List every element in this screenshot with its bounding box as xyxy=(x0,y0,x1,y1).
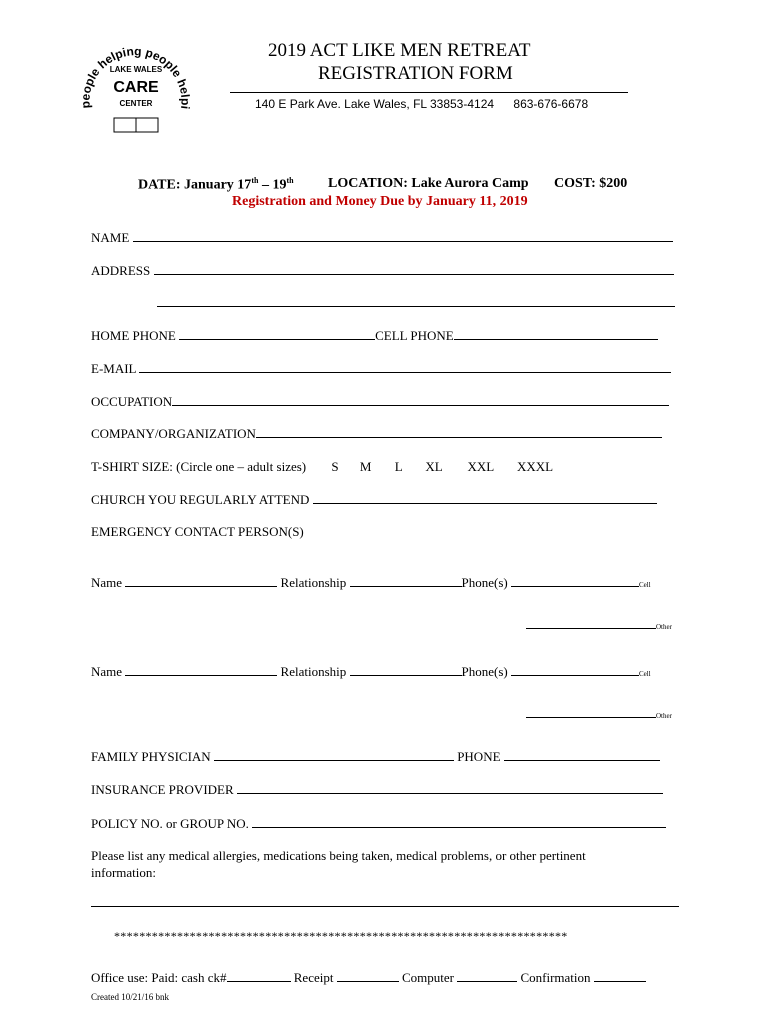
home-phone-input[interactable] xyxy=(179,327,375,340)
email-row xyxy=(91,360,671,377)
header-address xyxy=(255,97,588,111)
ec1-phone-label: Phone(s) xyxy=(461,575,508,590)
address-row xyxy=(91,262,674,279)
policy-label: POLICY NO. or GROUP NO. xyxy=(91,816,249,831)
form-title-line1: 2019 ACT LIKE MEN RETREAT xyxy=(268,40,531,61)
ec2-cell-input[interactable] xyxy=(511,663,639,676)
ec2-relationship-input[interactable] xyxy=(350,663,462,676)
office-use-label: Office use: Paid: cash ck# xyxy=(91,970,227,985)
physician-phone-label: PHONE xyxy=(457,749,501,764)
address-line2-row xyxy=(157,294,675,311)
ec1-other-input[interactable] xyxy=(526,616,656,629)
form-title-line2: REGISTRATION FORM xyxy=(318,63,513,84)
size-s[interactable]: S xyxy=(331,459,339,474)
ec1-relationship-input[interactable] xyxy=(350,574,462,587)
ec1-other-row xyxy=(526,616,672,633)
address-line2-input[interactable] xyxy=(157,294,675,307)
emergency-heading: EMERGENCY CONTACT PERSON(S) xyxy=(91,524,304,539)
phone-row xyxy=(91,327,658,344)
event-location: LOCATION: Lake Aurora Camp xyxy=(328,176,529,191)
header-rule xyxy=(230,92,628,93)
ec2-other-input[interactable] xyxy=(526,705,656,718)
event-date-sup2: th xyxy=(286,176,294,185)
ec1-name-input[interactable] xyxy=(125,574,277,587)
name-row xyxy=(91,229,673,246)
physician-input[interactable] xyxy=(214,748,454,761)
care-center-logo xyxy=(78,30,193,145)
address-input[interactable] xyxy=(154,262,674,275)
created-note: Created 10/21/16 bnk xyxy=(91,992,169,1002)
company-input[interactable] xyxy=(256,425,662,438)
church-input[interactable] xyxy=(313,491,657,504)
size-m[interactable]: M xyxy=(359,459,372,474)
medical-note-line2: information: xyxy=(91,865,156,880)
occupation-row xyxy=(91,393,669,410)
size-xxl[interactable]: XXL xyxy=(467,459,494,474)
receipt-input[interactable] xyxy=(337,969,399,982)
event-date-mid: – 19 xyxy=(258,177,287,193)
computer-input[interactable] xyxy=(457,969,517,982)
receipt-label: Receipt xyxy=(293,970,334,985)
confirmation-input[interactable] xyxy=(594,969,646,982)
size-l[interactable]: L xyxy=(394,459,403,474)
event-date-sup1: th xyxy=(251,176,259,185)
ck-number-input[interactable] xyxy=(227,969,291,982)
medical-info-input[interactable] xyxy=(91,906,679,907)
ec1-other-label: Other xyxy=(656,623,672,631)
tshirt-row xyxy=(91,459,553,475)
insurance-input[interactable] xyxy=(237,781,663,794)
event-date-label: DATE: January 17 xyxy=(138,177,252,193)
ec2-other-row xyxy=(526,705,672,722)
email-label: E-MAIL xyxy=(91,361,137,376)
ec1-row xyxy=(91,574,651,591)
occupation-input[interactable] xyxy=(172,393,669,406)
physician-label: FAMILY PHYSICIAN xyxy=(91,749,211,764)
logo-name-top: LAKE WALES xyxy=(109,65,163,74)
ec2-row xyxy=(91,663,651,680)
event-date xyxy=(138,176,294,194)
logo-arc-text: people helping people helpi xyxy=(78,44,193,110)
header-phone: 863-676-6678 xyxy=(513,97,589,111)
name-label: NAME xyxy=(91,230,130,245)
address-label: ADDRESS xyxy=(91,263,151,278)
logo-graphic xyxy=(78,30,193,145)
cell-phone-input[interactable] xyxy=(454,327,658,340)
office-use-row xyxy=(91,969,646,986)
medical-note-line1: Please list any medical allergies, medications being taken, medical problems, or other pertinent xyxy=(91,848,586,863)
company-row xyxy=(91,425,662,442)
ec2-phone-label: Phone(s) xyxy=(461,664,508,679)
ec1-cell-input[interactable] xyxy=(511,574,639,587)
ec1-name-label: Name xyxy=(91,575,123,590)
email-input[interactable] xyxy=(139,360,671,373)
policy-input[interactable] xyxy=(252,815,666,828)
physician-phone-input[interactable] xyxy=(504,748,660,761)
logo-name-bottom: CENTER xyxy=(119,99,153,108)
logo-name-main: CARE xyxy=(113,79,159,96)
cell-phone-label: CELL PHONE xyxy=(375,328,454,343)
size-xl[interactable]: XL xyxy=(425,459,443,474)
size-xxxl[interactable]: XXXL xyxy=(517,459,554,474)
ec1-cell-label: Cell xyxy=(638,581,651,589)
ec2-other-label: Other xyxy=(656,712,672,720)
separator-stars: ************************************************************************ xyxy=(114,929,568,943)
name-input[interactable] xyxy=(133,229,673,242)
ec1-relationship-label: Relationship xyxy=(280,575,347,590)
ec2-name-input[interactable] xyxy=(125,663,277,676)
event-due: Registration and Money Due by January 11, 2019 xyxy=(232,194,528,209)
computer-label: Computer xyxy=(401,970,454,985)
church-label: CHURCH YOU REGULARLY ATTEND xyxy=(91,492,310,507)
company-label: COMPANY/ORGANIZATION xyxy=(91,426,256,441)
event-cost: COST: $200 xyxy=(554,176,628,191)
insurance-label: INSURANCE PROVIDER xyxy=(91,782,234,797)
home-phone-label: HOME PHONE xyxy=(91,328,176,343)
occupation-label: OCCUPATION xyxy=(91,394,173,409)
insurance-row xyxy=(91,781,663,798)
physician-row xyxy=(91,748,660,765)
tshirt-label: T-SHIRT SIZE: (Circle one – adult sizes) xyxy=(91,459,307,474)
ec2-relationship-label: Relationship xyxy=(280,664,347,679)
ec2-name-label: Name xyxy=(91,664,123,679)
header-address-text: 140 E Park Ave. Lake Wales, FL 33853-4124 xyxy=(255,97,495,111)
church-row xyxy=(91,491,657,508)
policy-row xyxy=(91,815,666,832)
confirmation-label: Confirmation xyxy=(520,970,591,985)
ec2-cell-label: Cell xyxy=(638,670,651,678)
